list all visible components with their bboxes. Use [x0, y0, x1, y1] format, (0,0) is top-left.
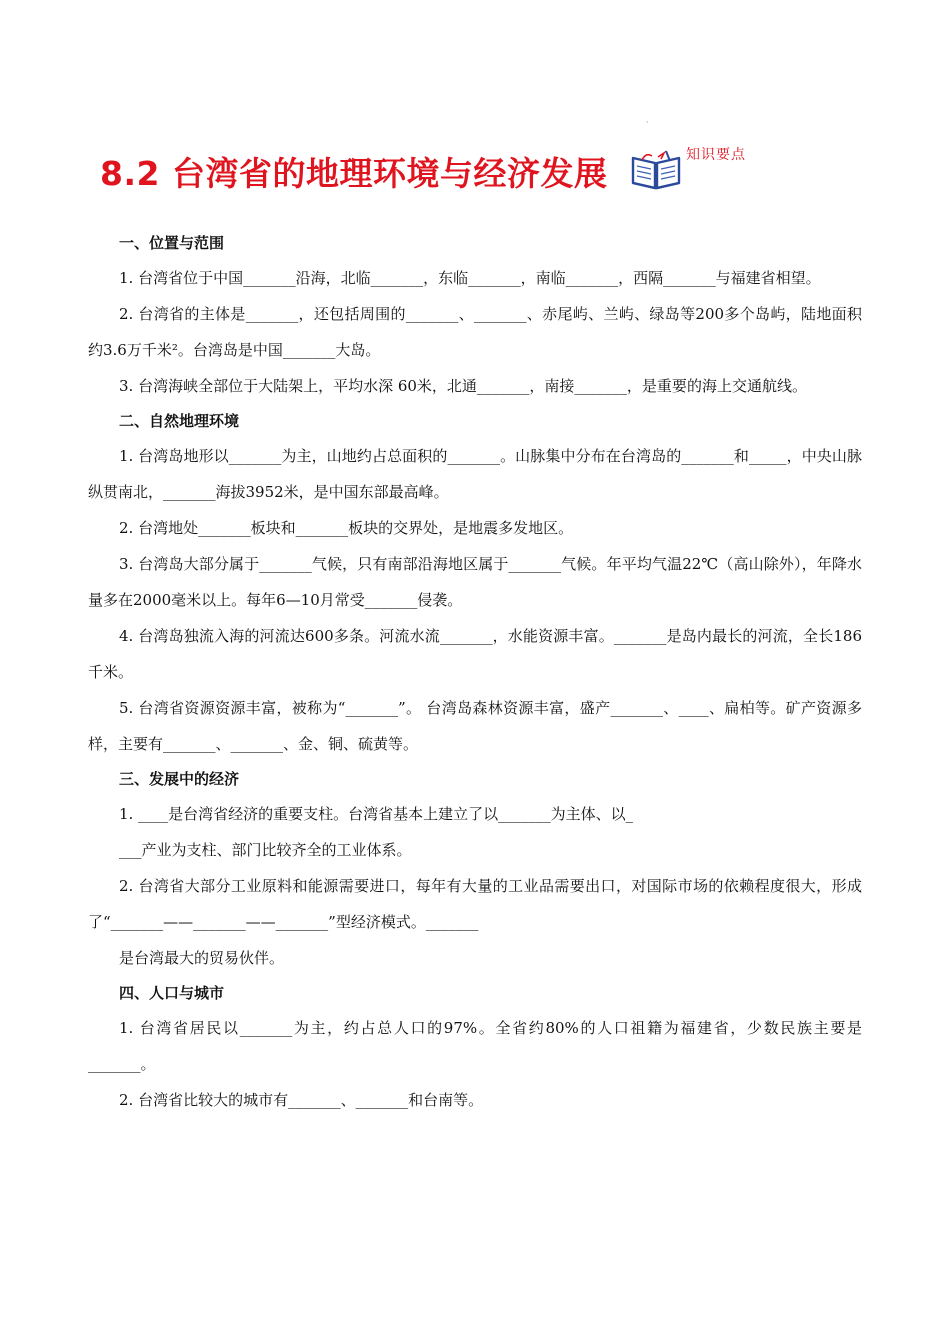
question-paragraph: 4. 台湾岛独流入海的河流达600多条。河流水流_______，水能资源丰富。_______是岛内最长的河流，全长186千米。 [88, 627, 862, 681]
question-paragraph: 5. 台湾省资源资源丰富，被称为“_______”。 台湾岛森林资源丰富，盛产_______、____、扁柏等。矿产资源多样，主要有_______、_______、金、铜、硫黄等。 [88, 699, 862, 753]
question-paragraph: 1. ____是台湾省经济的重要支柱。台湾省基本上建立了以_______为主体、以_ [119, 805, 634, 823]
question-paragraph: 1. 台湾岛地形以_______为主，山地约占总面积的_______。山脉集中分布在台湾岛的_______和_____，中央山脉纵贯南北，_______海拔3952米，是中国东部最高峰。 [88, 447, 862, 501]
decorative-dot: · [646, 118, 649, 127]
question-paragraph: 2. 台湾地处_______板块和_______板块的交界处，是地震多发地区。 [119, 519, 574, 537]
worksheet-content [88, 226, 862, 1118]
section-heading: 三、发展中的经济 [119, 770, 240, 788]
question-paragraph: 3. 台湾海峡全部位于大陆架上，平均水深 60米，北通_______，南接_______，是重要的海上交通航线。 [119, 377, 807, 395]
question-paragraph: 是台湾最大的贸易伙伴。 [119, 949, 285, 967]
question-paragraph: ___产业为支柱、部门比较齐全的工业体系。 [119, 841, 412, 859]
open-book-icon [630, 148, 682, 192]
question-paragraph: 2. 台湾省的主体是_______，还包括周围的_______、_______、赤尾屿、兰屿、绿岛等200多个岛屿，陆地面积约3.6万千米²。台湾岛是中国_______大岛。 [88, 305, 862, 359]
knowledge-points-badge: 知识要点 [686, 147, 746, 163]
section-heading: 一、位置与范围 [119, 234, 225, 252]
question-paragraph: 2. 台湾省比较大的城市有_______、_______和台南等。 [119, 1091, 484, 1109]
question-paragraph: 2. 台湾省大部分工业原料和能源需要进口，每年有大量的工业品需要出口，对国际市场的依赖程度很大，形成了“_______——_______——_______”型经济模式。_______ [88, 877, 862, 931]
question-paragraph: 3. 台湾岛大部分属于_______气候，只有南部沿海地区属于_______气候。年平均气温22℃（高山除外），年降水量多在2000毫米以上。每年6—10月常受_______侵袭。 [88, 555, 862, 609]
section-heading: 四、人口与城市 [119, 984, 225, 1002]
page-title: 8.2 台湾省的地理环境与经济发展 [100, 154, 608, 193]
question-paragraph: 1. 台湾省居民以_______为主，约占总人口的97%。全省约80%的人口祖籍为福建省，少数民族主要是_______。 [88, 1019, 862, 1073]
question-paragraph: 1. 台湾省位于中国_______沿海，北临_______，东临_______，南临_______，西隔_______与福建省相望。 [119, 269, 821, 287]
section-heading: 二、自然地理环境 [119, 412, 240, 430]
